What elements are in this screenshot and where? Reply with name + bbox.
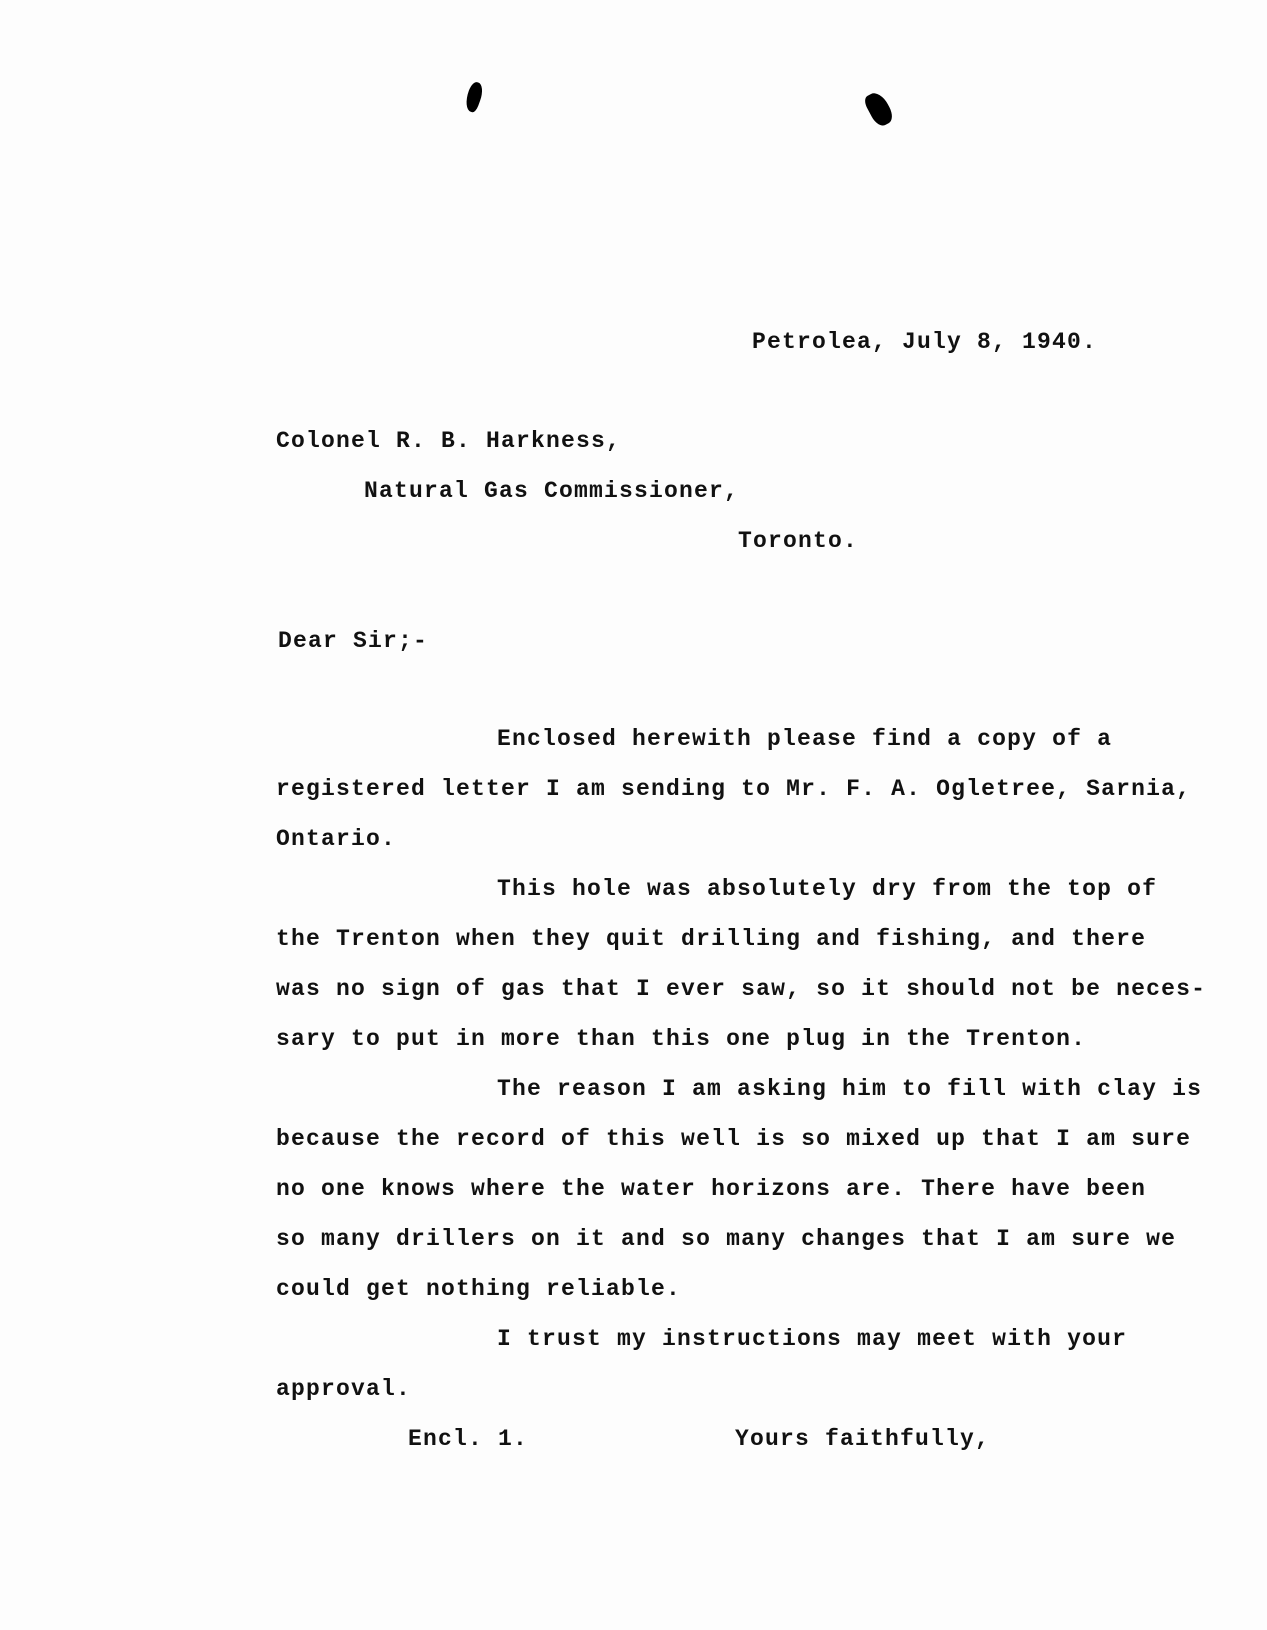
body-line: sary to put in more than this one plug in the Trenton. bbox=[276, 1026, 1087, 1052]
recipient-name: Colonel R. B. Harkness, bbox=[276, 428, 622, 454]
ink-mark-left bbox=[462, 81, 485, 114]
recipient-title: Natural Gas Commissioner, bbox=[364, 478, 740, 504]
recipient-city: Toronto. bbox=[738, 528, 859, 554]
body-line: The reason I am asking him to fill with clay is bbox=[497, 1076, 1203, 1102]
dateline: Petrolea, July 8, 1940. bbox=[752, 329, 1098, 355]
ink-mark-right bbox=[862, 89, 896, 128]
body-line: the Trenton when they quit drilling and fishing, and there bbox=[276, 926, 1147, 952]
body-line: could get nothing reliable. bbox=[276, 1276, 682, 1302]
body-line: registered letter I am sending to Mr. F. A. Ogletree, Sarnia, bbox=[276, 776, 1192, 802]
salutation: Dear Sir;- bbox=[278, 628, 429, 654]
body-line: approval. bbox=[276, 1376, 412, 1402]
enclosure-note: Encl. 1. bbox=[408, 1426, 529, 1452]
body-line: no one knows where the water horizons are. There have been bbox=[276, 1176, 1147, 1202]
body-line: Enclosed herewith please find a copy of a bbox=[497, 726, 1113, 752]
body-line: so many drillers on it and so many changes that I am sure we bbox=[276, 1226, 1177, 1252]
closing: Yours faithfully, bbox=[735, 1426, 991, 1452]
body-line: This hole was absolutely dry from the top of bbox=[497, 876, 1158, 902]
body-line: was no sign of gas that I ever saw, so it should not be neces- bbox=[276, 976, 1207, 1002]
body-line: Ontario. bbox=[276, 826, 397, 852]
body-line: I trust my instructions may meet with your bbox=[497, 1326, 1128, 1352]
body-line: because the record of this well is so mixed up that I am sure bbox=[276, 1126, 1192, 1152]
